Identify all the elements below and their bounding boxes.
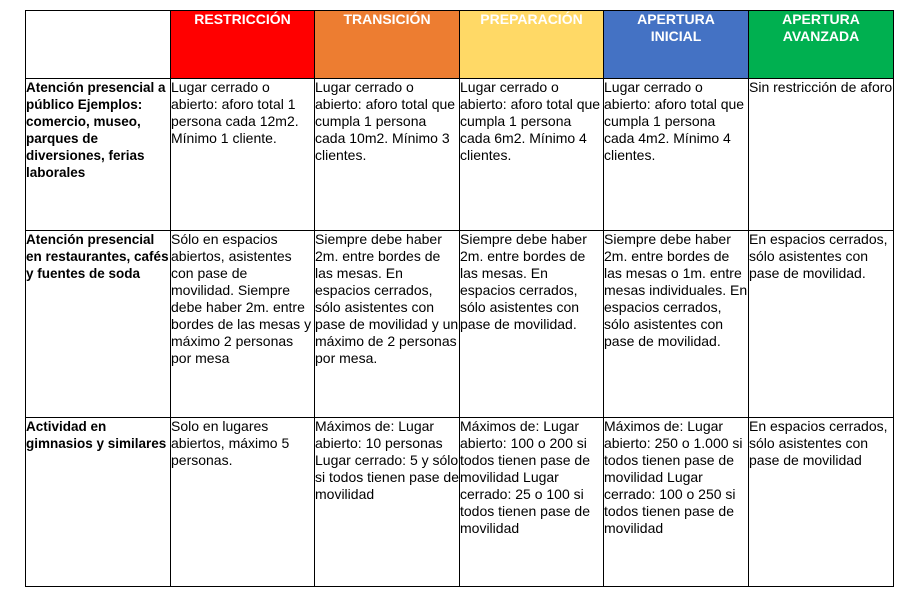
phase-header-apertura-inicial — [604, 11, 749, 79]
table-cell: Sin restricción de aforo — [749, 79, 894, 231]
table-cell: Máximos de: Lugar abierto: 100 o 200 si todos tienen pase de movilidad Lugar cerrado: 25 o 100 si todos tienen pase de movilidad — [460, 418, 604, 587]
table-cell: En espacios cerrados, sólo asistentes con pase de movilidad — [749, 418, 894, 587]
table-cell: Lugar cerrado o abierto: aforo total que cumpla 1 persona cada 6m2. Mínimo 4 clientes. — [460, 79, 604, 231]
phase-header-restriccion: RESTRICCIÓN — [171, 11, 315, 79]
table-cell: En espacios cerrados, sólo asistentes con pase de movilidad. — [749, 231, 894, 418]
phase-header-preparacion: PREPARACIÓN — [460, 11, 604, 79]
phase-restrictions-table — [25, 10, 894, 587]
header-row — [26, 11, 894, 79]
table-cell: Siempre debe haber 2m. entre bordes de las mesas. En espacios cerrados, sólo asistentes con pase de movilidad y un máximo de 2 personas por mesa. — [315, 231, 460, 418]
phase-header-apertura-inicial-label: APERTURA INICIAL — [637, 11, 715, 44]
header-corner-cell — [26, 11, 171, 79]
table-cell: Máximos de: Lugar abierto: 10 personas Lugar cerrado: 5 y sólo si todos tienen pase de movilidad — [315, 418, 460, 587]
phase-header-transicion: TRANSICIÓN — [315, 11, 460, 79]
table-row — [26, 418, 894, 587]
phase-header-apertura-avanzada — [749, 11, 894, 79]
row-label-gimnasios: Actividad en gimnasios y similares — [26, 418, 171, 587]
table-cell: Máximos de: Lugar abierto: 250 o 1.000 si todos tienen pase de movilidad Lugar cerrado: 100 o 250 si todos tienen pase de movilidad — [604, 418, 749, 587]
table-row — [26, 79, 894, 231]
table-cell: Lugar cerrado o abierto: aforo total 1 persona cada 12m2. Mínimo 1 cliente. — [171, 79, 315, 231]
row-label-restaurantes: Atención presencial en restaurantes, cafés y fuentes de soda — [26, 231, 171, 418]
row-label-atencion-publico: Atención presencial a público Ejemplos: comercio, museo, parques de diversiones, ferias laborales — [26, 79, 171, 231]
table-cell: Solo en lugares abiertos, máximo 5 personas. — [171, 418, 315, 587]
phase-header-apertura-avanzada-label: APERTURA AVANZADA — [782, 11, 860, 44]
table-cell: Siempre debe haber 2m. entre bordes de las mesas. En espacios cerrados, sólo asistentes con pase de movilidad. — [460, 231, 604, 418]
table-cell: Lugar cerrado o abierto: aforo total que cumpla 1 persona cada 10m2. Mínimo 3 clientes. — [315, 79, 460, 231]
table-row — [26, 231, 894, 418]
table-cell: Siempre debe haber 2m. entre bordes de las mesas o 1m. entre mesas individuales. En espacios cerrados, sólo asistentes con pase de movilidad. — [604, 231, 749, 418]
table-cell: Sólo en espacios abiertos, asistentes con pase de movilidad. Siempre debe haber 2m. entre bordes de las mesas y máximo 2 personas por mesa — [171, 231, 315, 418]
table-cell: Lugar cerrado o abierto: aforo total que cumpla 1 persona cada 4m2. Mínimo 4 clientes. — [604, 79, 749, 231]
